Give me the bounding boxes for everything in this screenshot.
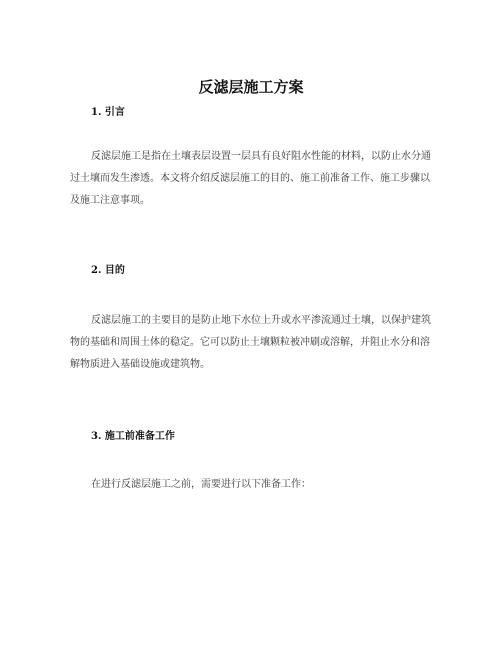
section-heading-purpose: 2. 目的	[91, 265, 125, 276]
document-title: 反滤层施工方案	[198, 78, 304, 96]
paragraph-line: 在进行反滤层施工之前，需要进行以下准备工作：	[91, 479, 311, 490]
section-paragraph-introduction	[70, 146, 433, 212]
section-paragraph-purpose	[70, 310, 433, 376]
section-paragraph-preparation	[91, 474, 433, 496]
paragraph-line: 物的基础和周围土体的稳定。它可以防止土壤颗粒被冲刷或溶解，并阻止水分和溶	[70, 337, 430, 348]
paragraph-line: 反滤层施工的主要目的是防止地下水位上升或水平渗流通过土壤，以保护建筑	[91, 315, 431, 326]
section-heading-preparation: 3. 施工前准备工作	[91, 431, 175, 442]
paragraph-line: 反滤层施工是指在土壤表层设置一层具有良好阻水性能的材料，以防止水分通	[91, 151, 431, 162]
paragraph-line: 解物质进入基础设施或建筑物。	[70, 359, 210, 370]
paragraph-line: 过土壤而发生渗透。本文将介绍反滤层施工的目的、施工前准备工作、施工步骤以	[70, 173, 430, 184]
paragraph-line: 及施工注意事项。	[70, 195, 150, 206]
section-heading-introduction: 1. 引言	[91, 107, 125, 118]
